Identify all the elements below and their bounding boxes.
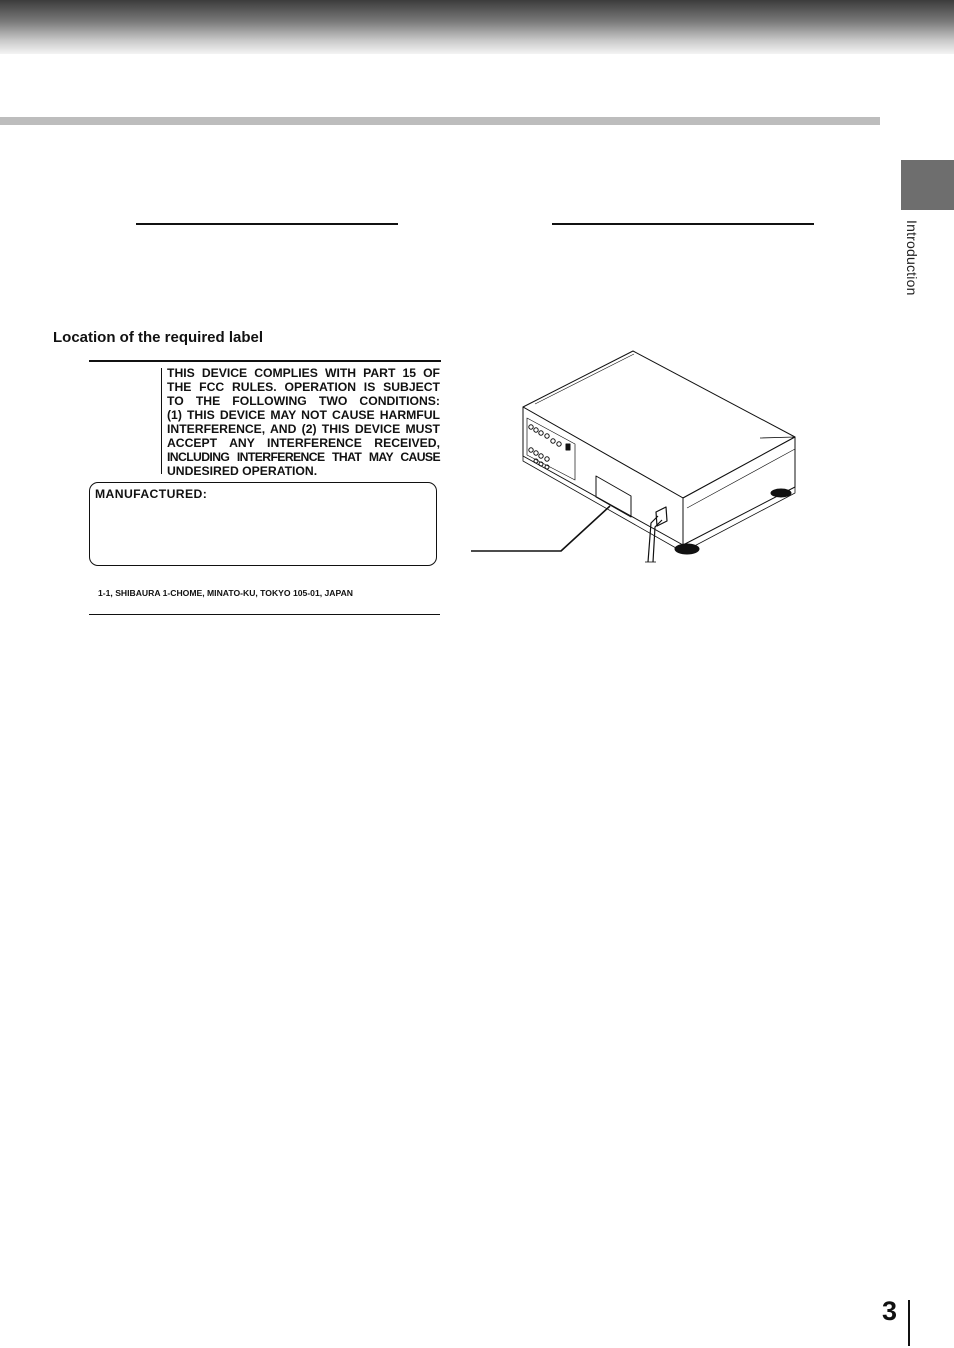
page-number: 3 [882, 1296, 898, 1326]
left-column-rule [136, 223, 398, 225]
manufactured-label: MANUFACTURED: [95, 487, 208, 501]
page-number-bar [908, 1300, 910, 1346]
fcc-line: (1) THIS DEVICE MAY NOT CAUSE HARMFUL [167, 408, 440, 422]
device-rear-illustration [470, 348, 800, 568]
label-bottom-rule [89, 614, 440, 615]
section-heading: Location of the required label [53, 329, 264, 346]
fcc-line: THIS DEVICE COMPLIES WITH PART 15 OF [167, 366, 440, 380]
right-column-rule [552, 223, 814, 225]
fcc-divider [161, 368, 162, 474]
manufacturer-address: 1-1, SHIBAURA 1-CHOME, MINATO-KU, TOKYO 105-01, JAPAN [98, 588, 353, 598]
chapter-tab-label: Introduction [904, 220, 920, 296]
fcc-line: UNDESIRED OPERATION. [167, 464, 318, 478]
chapter-tab [901, 160, 954, 210]
label-top-rule [89, 360, 441, 362]
fcc-notice [167, 366, 440, 478]
fcc-line: ACCEPT ANY INTERFERENCE RECEIVED, [167, 436, 440, 450]
fcc-line: TO THE FOLLOWING TWO CONDITIONS: [167, 394, 440, 408]
fcc-line: INTERFERENCE, AND (2) THIS DEVICE MUST [167, 422, 440, 436]
header-band [0, 0, 954, 54]
fcc-line: THE FCC RULES. OPERATION IS SUBJECT [167, 380, 440, 394]
fcc-line: INCLUDING INTERFERENCE THAT MAY CAUSE [167, 450, 440, 464]
manufactured-box [89, 482, 437, 566]
header-rule [0, 117, 880, 125]
